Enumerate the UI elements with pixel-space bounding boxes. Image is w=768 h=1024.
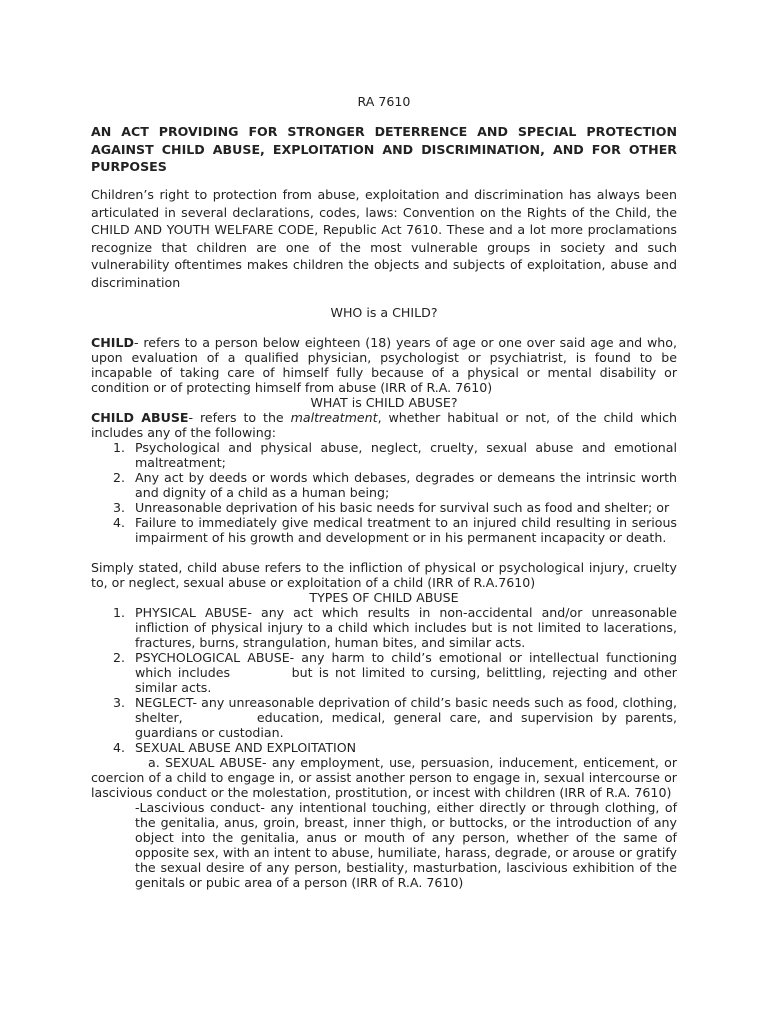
child-term: CHILD xyxy=(91,335,134,350)
child-abuse-heading: WHAT is CHILD ABUSE? xyxy=(310,395,458,410)
child-definition-text: - refers to a person below eighteen (18) years of age or one over said age and who, upon evaluation of a qualified physician, psychologist or psychiatrist, is found to be incapable of taking care of himself fully because of a physical or mental disability or condition or of protecting himself from abuse (IRR of R.A. 7610) xyxy=(91,335,677,395)
list-item-text: Any act by deeds or words which debases, degrades or demeans the intrinsic worth and dignity of a child as a human being; xyxy=(135,470,677,500)
list-item-number: 3. xyxy=(113,695,126,710)
list-item-text: PHYSICAL ABUSE- any act which results in non-accidental and/or unreasonable infliction of physical injury to a child which includes but is not limited to lacerations, fractures, burns, strangulation, human bites, and similar acts. xyxy=(135,605,677,650)
list-item-text: SEXUAL ABUSE AND EXPLOITATION xyxy=(135,740,357,755)
list-item-line: similar acts. xyxy=(135,680,212,695)
list-item-number: 2. xyxy=(113,470,126,485)
intro-paragraph: Children’s right to protection from abuse, exploitation and discrimination has always been articulated in several declarations, codes, laws: Convention on the Rights of the Child, the CHILD AND YOUTH WELFARE CODE, Republic Act 7610. These and a lot more proclamations recognize that children are one of the most vulnerable groups in society and such vulnerability oftentimes makes children the objects and subjects of exploitation, abuse and discrimination xyxy=(91,187,677,290)
list-item-line: guardians or custodian. xyxy=(135,725,284,740)
list-item-text: Failure to immediately give medical treatment to an injured child resulting in serious impairment of his growth and development or in his permanent incapacity or death. xyxy=(135,515,677,545)
list-item-line: PSYCHOLOGICAL ABUSE- any harm to child’s emotional or intellectual functioning xyxy=(135,650,677,665)
document-title: RA 7610 xyxy=(357,94,411,109)
list-item-text: Unreasonable deprivation of his basic needs for survival such as food and shelter; or xyxy=(135,500,670,515)
list-item xyxy=(91,650,677,695)
child-abuse-def-italic: maltreatment xyxy=(290,410,378,425)
sexual-abuse-paragraph: a. SEXUAL ABUSE- any employment, use, persuasion, inducement, enticement, or coercion of a child to engage in, or assist another person to engage in, sexual intercourse or lascivious conduct or the molestation, prostitution, or incest with children (IRR of R.A. 7610) xyxy=(91,755,677,800)
list-item xyxy=(91,470,677,500)
who-child-heading: WHO is a CHILD? xyxy=(330,305,438,320)
lascivious-conduct-paragraph: -Lascivious conduct- any intentional touching, either directly or through clothing, of the genitalia, anus, groin, breast, inner thigh, or buttocks, or the introduction of any object into the genitalia, anus or mouth of any person, whether of the same of opposite sex, with an intent to abuse, humiliate, harass, degrade, or arouse or gratify the sexual desire of any person, bestiality, masturbation, lascivious exhibition of the genitals or pubic area of a person (IRR of R.A. 7610) xyxy=(135,800,677,890)
list-item-line: which includes but is not limited to cursing, belittling, rejecting and other xyxy=(135,665,677,680)
child-abuse-term: CHILD ABUSE xyxy=(91,410,189,425)
list-item xyxy=(91,500,677,515)
list-item xyxy=(91,440,677,470)
list-item-text: Psychological and physical abuse, neglect, cruelty, sexual abuse and emotional maltreatment; xyxy=(135,440,677,470)
child-abuse-list xyxy=(91,440,677,545)
list-item xyxy=(91,740,677,755)
list-item-number: 3. xyxy=(113,500,126,515)
list-item-number: 1. xyxy=(113,440,126,455)
types-list xyxy=(91,605,677,755)
child-abuse-def-post: , whether habitual or not, of the child which includes any of the following: xyxy=(91,410,678,440)
act-heading: AN ACT PROVIDING FOR STRONGER DETERRENCE AND SPECIAL PROTECTION AGAINST CHILD ABUSE, EXPLOITATION AND DISCRIMINATION, AND FOR OTHER PURPOSES xyxy=(91,124,677,174)
list-item xyxy=(91,695,677,740)
list-item xyxy=(91,515,677,545)
list-item-number: 1. xyxy=(113,605,126,620)
child-abuse-definition xyxy=(91,410,677,440)
list-item-number: 2. xyxy=(113,650,126,665)
list-item-number: 4. xyxy=(113,740,126,755)
list-item-number: 4. xyxy=(113,515,126,530)
child-abuse-summary: Simply stated, child abuse refers to the infliction of physical or psychological injury, cruelty to, or neglect, sexual abuse or exploitation of a child (IRR of R.A.7610) xyxy=(91,560,677,590)
types-heading: TYPES OF CHILD ABUSE xyxy=(309,590,459,605)
child-definition xyxy=(91,335,677,395)
list-item-line: NEGLECT- any unreasonable deprivation of child’s basic needs such as food, clothing, xyxy=(135,695,677,710)
list-item-line: shelter, education, medical, general care, and supervision by parents, xyxy=(135,710,677,725)
list-item xyxy=(91,605,677,650)
child-abuse-def-pre: - refers to the xyxy=(188,410,291,425)
